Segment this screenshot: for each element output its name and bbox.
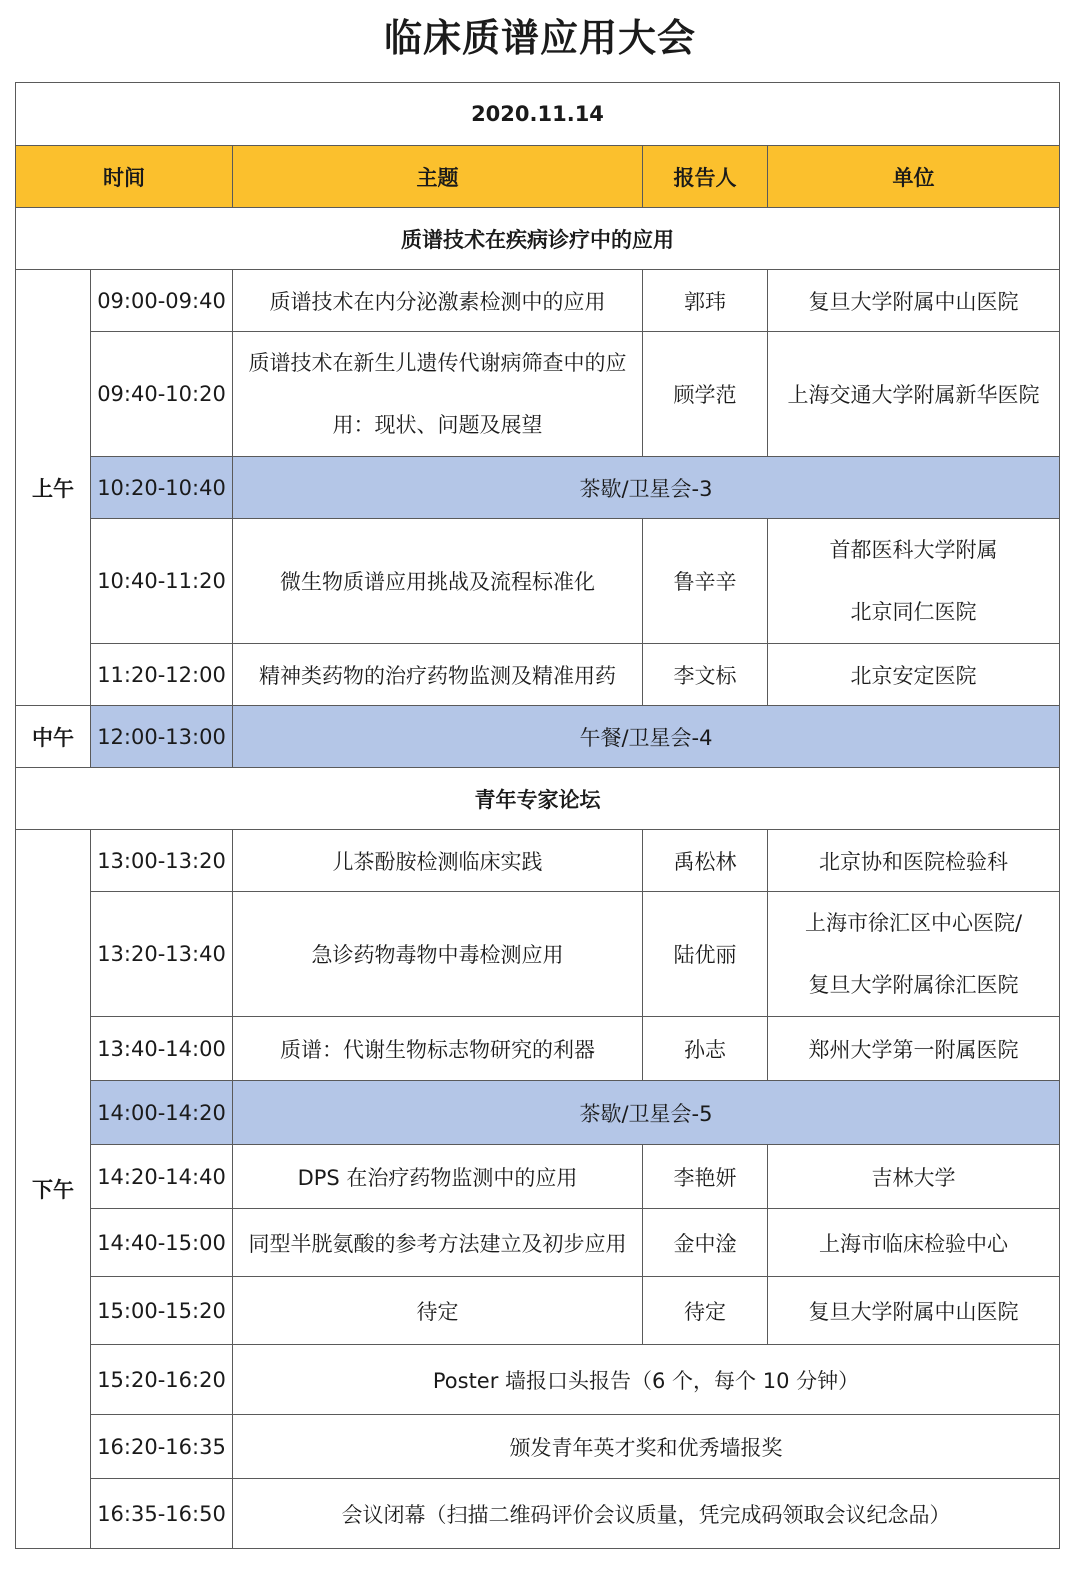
period-afternoon: 下午 — [16, 830, 91, 1549]
table-row — [16, 1145, 1060, 1209]
unit-cell: 北京安定医院 — [768, 644, 1060, 706]
topic-cell — [233, 332, 643, 457]
time-cell: 14:00-14:20 — [91, 1081, 233, 1145]
header-topic: 主题 — [233, 146, 643, 208]
header-row — [16, 146, 1060, 208]
table-row — [16, 1277, 1060, 1345]
break-cell: 午餐/卫星会-4 — [233, 706, 1060, 768]
time-cell: 15:20-16:20 — [91, 1345, 233, 1415]
table-row — [16, 1415, 1060, 1479]
unit-cell: 北京协和医院检验科 — [768, 830, 1060, 892]
unit-line: 复旦大学附属徐汇医院 — [808, 973, 1019, 997]
time-cell: 12:00-13:00 — [91, 706, 233, 768]
speaker-cell: 金中淦 — [643, 1209, 768, 1277]
table-row — [16, 830, 1060, 892]
table-row — [16, 519, 1060, 644]
topic-line: 质谱技术在新生儿遗传代谢病筛查中的应 — [248, 351, 627, 375]
unit-cell — [768, 892, 1060, 1017]
merged-cell: Poster 墙报口头报告（6 个，每个 10 分钟） — [233, 1345, 1060, 1415]
time-cell: 14:20-14:40 — [91, 1145, 233, 1209]
table-row — [16, 644, 1060, 706]
table-row — [16, 1017, 1060, 1081]
speaker-cell: 禹松林 — [643, 830, 768, 892]
unit-cell: 上海交通大学附属新华医院 — [768, 332, 1060, 457]
table-row — [16, 1479, 1060, 1549]
topic-cell: 急诊药物毒物中毒检测应用 — [233, 892, 643, 1017]
time-cell: 10:40-11:20 — [91, 519, 233, 644]
time-cell: 13:40-14:00 — [91, 1017, 233, 1081]
speaker-cell: 李文标 — [643, 644, 768, 706]
speaker-cell: 陆优丽 — [643, 892, 768, 1017]
unit-line: 上海市徐汇区中心医院/ — [804, 911, 1023, 935]
section-title: 青年专家论坛 — [16, 768, 1060, 830]
section-row — [16, 768, 1060, 830]
topic-cell: 微生物质谱应用挑战及流程标准化 — [233, 519, 643, 644]
topic-cell: 儿茶酚胺检测临床实践 — [233, 830, 643, 892]
topic-line: 用：现状、问题及展望 — [332, 413, 543, 437]
section-row — [16, 208, 1060, 270]
unit-cell: 上海市临床检验中心 — [768, 1209, 1060, 1277]
time-cell: 16:35-16:50 — [91, 1479, 233, 1549]
speaker-cell: 孙志 — [643, 1017, 768, 1081]
time-cell: 14:40-15:00 — [91, 1209, 233, 1277]
time-cell: 11:20-12:00 — [91, 644, 233, 706]
speaker-cell: 郭玮 — [643, 270, 768, 332]
time-cell: 16:20-16:35 — [91, 1415, 233, 1479]
speaker-cell: 顾学范 — [643, 332, 768, 457]
topic-cell: 待定 — [233, 1277, 643, 1345]
topic-cell: 精神类药物的治疗药物监测及精准用药 — [233, 644, 643, 706]
time-cell: 13:00-13:20 — [91, 830, 233, 892]
speaker-cell: 鲁辛辛 — [643, 519, 768, 644]
merged-cell: 颁发青年英才奖和优秀墙报奖 — [233, 1415, 1060, 1479]
topic-cell: 质谱技术在内分泌激素检测中的应用 — [233, 270, 643, 332]
time-cell: 13:20-13:40 — [91, 892, 233, 1017]
break-row — [16, 1081, 1060, 1145]
unit-cell: 复旦大学附属中山医院 — [768, 1277, 1060, 1345]
section-title: 质谱技术在疾病诊疗中的应用 — [16, 208, 1060, 270]
break-row — [16, 457, 1060, 519]
topic-cell: DPS 在治疗药物监测中的应用 — [233, 1145, 643, 1209]
schedule-table — [15, 82, 1060, 1549]
speaker-cell: 待定 — [643, 1277, 768, 1345]
table-row — [16, 892, 1060, 1017]
header-speaker: 报告人 — [643, 146, 768, 208]
header-time: 时间 — [16, 146, 233, 208]
unit-line: 北京同仁医院 — [850, 600, 977, 624]
table-row — [16, 332, 1060, 457]
merged-cell: 会议闭幕（扫描二维码评价会议质量，凭完成码领取会议纪念品） — [233, 1479, 1060, 1549]
table-row — [16, 1345, 1060, 1415]
unit-line: 首都医科大学附属 — [829, 538, 998, 562]
break-cell: 茶歇/卫星会-5 — [233, 1081, 1060, 1145]
time-cell: 15:00-15:20 — [91, 1277, 233, 1345]
conference-date: 2020.11.14 — [16, 83, 1060, 146]
speaker-cell: 李艳妍 — [643, 1145, 768, 1209]
unit-cell: 复旦大学附属中山医院 — [768, 270, 1060, 332]
unit-cell: 吉林大学 — [768, 1145, 1060, 1209]
time-cell: 10:20-10:40 — [91, 457, 233, 519]
date-row — [16, 83, 1060, 146]
break-cell: 茶歇/卫星会-3 — [233, 457, 1060, 519]
table-row — [16, 270, 1060, 332]
topic-cell: 质谱：代谢生物标志物研究的利器 — [233, 1017, 643, 1081]
unit-cell: 郑州大学第一附属医院 — [768, 1017, 1060, 1081]
page-title: 临床质谱应用大会 — [383, 16, 696, 60]
topic-cell: 同型半胱氨酸的参考方法建立及初步应用 — [233, 1209, 643, 1277]
table-row — [16, 1209, 1060, 1277]
break-row — [16, 706, 1060, 768]
unit-cell — [768, 519, 1060, 644]
time-cell: 09:40-10:20 — [91, 332, 233, 457]
period-noon: 中午 — [16, 706, 91, 768]
time-cell: 09:00-09:40 — [91, 270, 233, 332]
period-morning: 上午 — [16, 270, 91, 706]
header-unit: 单位 — [768, 146, 1060, 208]
